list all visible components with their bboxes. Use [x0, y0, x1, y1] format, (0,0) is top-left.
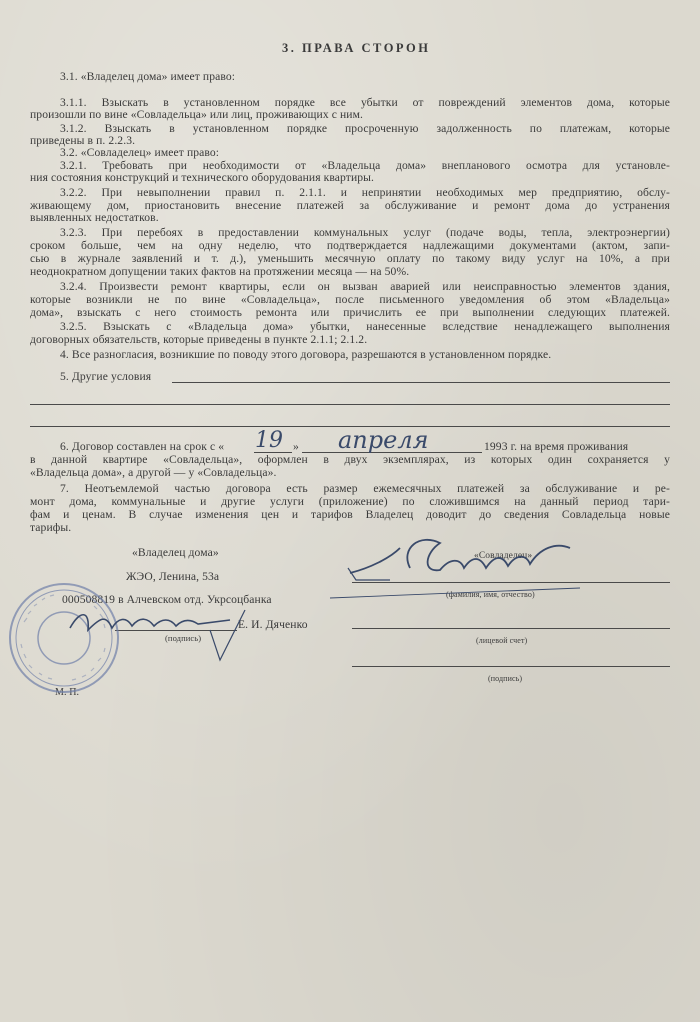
clause-5-label: 5. Другие условия — [60, 370, 152, 383]
clause-7-line-4: тарифы. — [30, 521, 72, 534]
clause-3-2-3-line-4: неоднократном допущении таких фактов на протяжении месяца — на 50%. — [30, 265, 410, 278]
clause-3-2-3-line-3: сью в журнале заявлений и т. д.), уменьшить месячную оплату по такому виду услуг на 10%, а при — [30, 252, 670, 265]
coowner-account-caption: (лицевой счет) — [476, 636, 528, 645]
coowner-account-line — [352, 628, 670, 629]
clause-3-2-4-line-3: дома», взыскать с него стоимость ремонта или причислить ее при выполнении следующих платежей. — [30, 306, 670, 319]
clause-3-2-3-line-2: сроком больше, чем на одну неделю, что подтверждается надлежащими документами (актом, запи- — [30, 239, 670, 252]
coowner-signature-scribble — [330, 528, 590, 598]
owner-heading: «Владелец дома» — [132, 546, 219, 559]
clause-3-2-3-line-1: 3.2.3. При перебоях в предоставлении коммунальных услуг (подаче воды, тепла, электроэнергии) — [60, 226, 670, 239]
owner-address: ЖЭО, Ленина, 53а — [126, 570, 220, 583]
coowner-signature-line — [352, 666, 670, 667]
owner-signature-caption: (подпись) — [165, 633, 202, 643]
handwritten-day: 19 — [255, 428, 283, 453]
coowner-heading: «Совладелец» — [474, 551, 533, 561]
coowner-signature-caption: (подпись) — [488, 674, 523, 683]
handwritten-month: апреля — [338, 426, 429, 454]
owner-signature-scribble — [60, 600, 260, 660]
seal-mark: М. П. — [55, 687, 80, 698]
clause-6-prefix: 6. Договор составлен на срок с « — [60, 440, 225, 453]
clause-3-1-1-line-2: произошли по вине «Совладельца» или лиц, проживающих с ним. — [30, 108, 364, 121]
other-terms-line-2 — [30, 404, 670, 405]
clause-3-1-1-line-1: 3.1.1. Взыскать в установленном порядке все убытки от повреждений элементов дома, которые — [60, 96, 670, 109]
owner-account: 000508819 в Алчевском отд. Укрсоцбанка — [62, 593, 272, 606]
owner-signatory: Е. И. Дяченко — [238, 618, 308, 631]
clause-3-2-2-line-1: 3.2.2. При невыполнении правил п. 2.1.1. и непринятии необходимых мер предприятию, обслу- — [60, 186, 670, 199]
clause-3-2: 3.2. «Совладелец» имеет право: — [60, 146, 220, 159]
clause-3-2-4-line-1: 3.2.4. Произвести ремонт квартиры, если он вызван аварией или неисправностью элементов здания, — [60, 280, 670, 293]
clause-3-2-5-line-1: 3.2.5. Взыскать с «Владельца дома» убытки, нанесенные вследствие ненадлежащего выполнения — [60, 320, 670, 333]
clause-3-2-4-line-2: которые возникли не по вине «Совладельца», после письменного уведомления об этом «Владельца» — [30, 293, 670, 306]
clause-6-line-3: «Владельца дома», а другой — у «Совладельца». — [30, 466, 277, 479]
clause-4: 4. Все разногласия, возникшие по поводу этого договора, разрешаются в установленном порядке. — [60, 348, 552, 361]
clause-3-1: 3.1. «Владелец дома» имеет право: — [60, 70, 236, 83]
coowner-name-caption: (фамилия, имя, отчество) — [446, 590, 535, 599]
clause-3-2-1-line-2: ния состояния конструкций и технического оборудования квартиры. — [30, 171, 375, 184]
clause-6-suffix: 1993 г. на время проживания — [484, 440, 629, 453]
clause-7-line-1: 7. Неотъемлемой частью договора есть размер ежемесячных платежей за обслуживание и ре- — [60, 482, 670, 495]
clause-6-line-2: в данной квартире «Совладельца», оформлен в двух экземплярах, из которых один сохраняется у — [30, 453, 670, 466]
clause-3-2-2-line-3: выявленных недостатков. — [30, 211, 159, 224]
clause-6-quote: » — [293, 440, 299, 453]
clause-7-line-2: монт дома, коммунальные и другие услуги (приложение) по сложившимся на данный период тари- — [30, 495, 670, 508]
other-terms-line-1 — [172, 382, 670, 383]
clause-3-1-2-line-1: 3.1.2. Взыскать в установленном порядке просроченную задолженность по платежам, которые — [60, 122, 670, 135]
clause-7-line-3: фам и ценам. В случае изменения цен и тарифов Владелец доводит до сведения Совладельца новые — [30, 508, 670, 521]
clause-3-1-2-line-2: приведены в п. 2.2.3. — [30, 134, 136, 147]
clause-3-2-1-line-1: 3.2.1. Требовать при необходимости от «Владельца дома» внепланового осмотра для установле- — [60, 159, 670, 172]
clause-3-2-5-line-2: договорных обязательств, которые приведены в пункте 2.1.1; 2.1.2. — [30, 333, 368, 346]
clause-3-2-2-line-2: живающему дом, приостановить внесение платежей за обслуживание и ремонт дома до устранения — [30, 199, 670, 212]
section-title: 3. ПРАВА СТОРОН — [282, 41, 431, 55]
